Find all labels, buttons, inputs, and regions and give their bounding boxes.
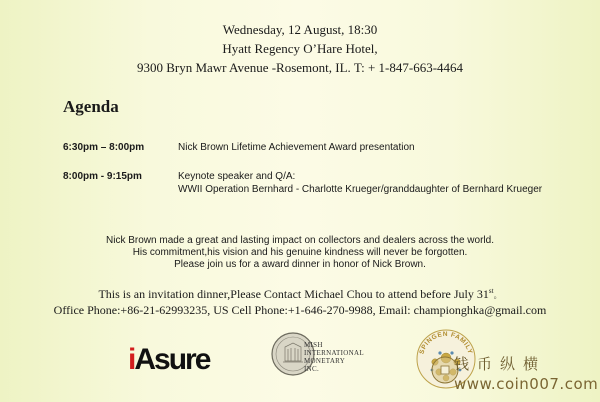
intro-paragraph [0,235,600,271]
iasure-logo [128,340,210,380]
invitation-text: This is an invitation dinner,Please Contact Michael Chou to attend before July 31 [98,287,489,301]
event-date: Wednesday, 12 August, 18:30 [222,22,378,37]
event-address: 9300 Bryn Mawr Avenue -Rosemont, IL. T: + 1-847-663-4464 [136,60,464,75]
mish-line-3: MONETARY [304,357,346,365]
invitation-contact: Office Phone:+86-21-62993235, US Cell Phone:+1-646-270-9988, Email: championghka@gmail.com [53,303,547,317]
mish-logo [270,331,364,379]
mish-line-4: INC. [304,365,320,373]
agenda-desc-2b: WWII Operation Bernhard - Charlotte Krueger/granddaughter of Bernhard Krueger [178,184,543,195]
event-venue: Hyatt Regency O’Hare Hotel, [222,41,378,56]
mish-line-1: MISH [304,341,323,349]
intro-line-2: His commitment,his vision and his genuine kindness will never be forgotten. [132,247,468,258]
intro-line-3: Please join us for a award dinner in honor of Nick Brown. [174,259,426,270]
agenda-desc-1: Nick Brown Lifetime Achievement Award presentation [178,142,415,153]
watermark [430,353,600,401]
mish-wordmark [304,341,364,373]
agenda-desc-2a: Keynote speaker and Q/A: [178,171,296,182]
invitation-line-1 [0,287,600,302]
iasure-logo-i: i [128,343,135,376]
spingen-arc-text: SPINGEN FAMILY [418,330,474,356]
invitation-sup: st [488,287,494,295]
watermark-chinese-text: 钱币纵横 [454,355,547,373]
agenda-time-1: 6:30pm – 8:00pm [63,142,145,153]
mish-line-2: INTERNATIONAL [304,349,364,357]
agenda-heading: Agenda [63,97,119,116]
iasure-logo-asure: Asure [134,343,210,376]
watermark-url: www.coin007.com [454,375,599,393]
intro-line-1: Nick Brown made a great and lasting impact on collectors and dealers across the world. [106,235,494,246]
agenda-time-2: 8:00pm - 9:15pm [63,171,142,182]
invitation-end-mark: 。 [493,291,502,300]
